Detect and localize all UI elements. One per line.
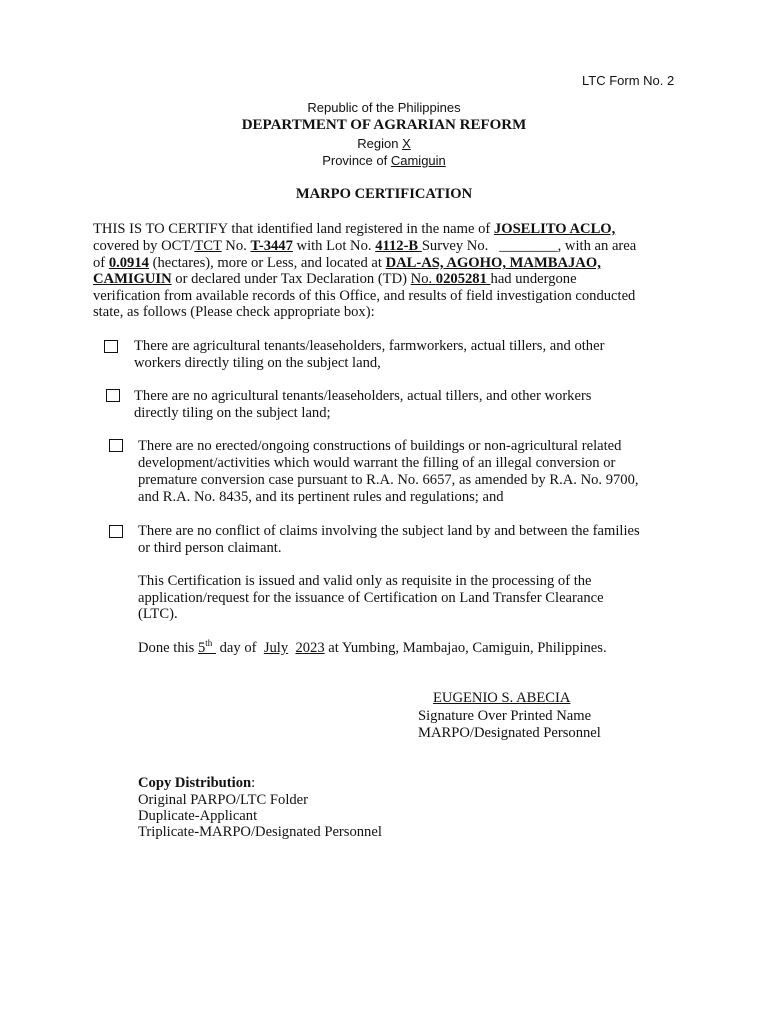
text: or third person claimant.: [138, 540, 282, 556]
text: and R.A. No. 8435, and its pertinent rules and regulations; and: [138, 489, 504, 505]
text: EUGENIO S. ABECIA: [433, 690, 571, 706]
province-label: Province of: [322, 153, 391, 168]
location: CAMIGUIN: [93, 271, 172, 287]
text: covered by OCT/: [93, 238, 195, 254]
text: There are no erected/ongoing constructions of buildings or non-agricultural related: [138, 438, 622, 454]
day-suffix: th: [205, 638, 213, 649]
text: There are no conflict of claims involving the subject land by and between the families: [138, 523, 640, 539]
year: 2023: [295, 640, 325, 656]
signature-caption: Signature Over Printed Name: [418, 708, 592, 724]
area-value: 0.0914: [108, 255, 149, 271]
text: Survey No.: [421, 238, 492, 254]
signatory-name: [433, 690, 570, 707]
text: (hectares), more or Less, and located at: [148, 255, 386, 271]
region-value: X: [402, 136, 411, 151]
text: workers directly tiling on the subject land,: [134, 355, 381, 371]
list-item: Original PARPO/LTC Folder: [138, 792, 309, 808]
document-title: MARPO CERTIFICATION: [295, 186, 473, 202]
list-item: Duplicate-Applicant: [138, 808, 258, 824]
region-line: [0, 135, 768, 152]
checkbox-no-constructions[interactable]: [109, 439, 123, 452]
month: July: [263, 640, 289, 656]
signatory-position: MARPO/Designated Personnel: [418, 725, 601, 741]
tct-number: T-3447: [250, 238, 293, 254]
text: No.: [410, 271, 436, 287]
text: development/activities which would warrant the filling of an illegal conversion or: [138, 455, 616, 471]
copy-distribution-title: Copy Distribution: [138, 775, 252, 791]
text: There are agricultural tenants/leaseholders, farmworkers, actual tillers, and other: [134, 338, 605, 354]
text: THIS IS TO CERTIFY that identified land registered in the name of: [93, 221, 494, 237]
department-heading: DEPARTMENT OF AGRARIAN REFORM: [241, 117, 527, 133]
survey-number: ________: [499, 238, 558, 254]
text: (LTC).: [138, 606, 178, 622]
list-item: Triplicate-MARPO/Designated Personnel: [138, 824, 382, 840]
text: , with an area: [557, 238, 637, 254]
text: verification from available records of this Office, and results of field investigation conducted: [93, 288, 636, 304]
text: There are no agricultural tenants/leaseholders, actual tillers, and other workers: [134, 388, 592, 404]
text: Done this: [138, 640, 198, 656]
checkbox-no-tenants[interactable]: [106, 389, 120, 402]
province-value: Camiguin: [390, 153, 446, 168]
text: with Lot No.: [292, 238, 376, 254]
text: application/request for the issuance of Certification on Land Transfer Clearance: [138, 590, 604, 606]
region-label: Region: [357, 136, 403, 151]
td-number: 0205281: [435, 271, 491, 287]
location: DAL-AS, AGOHO, MAMBAJAO,: [385, 255, 601, 271]
text: No.: [221, 238, 251, 254]
text: This Certification is issued and valid only as requisite in the processing of the: [138, 573, 592, 589]
text: TCT: [194, 238, 222, 254]
text: or declared under Tax Declaration (TD): [171, 271, 411, 287]
lot-number: 4112-B: [375, 238, 422, 254]
text: of: [93, 255, 109, 271]
republic-heading: Republic of the Philippines: [307, 100, 461, 115]
text: directly tiling on the subject land;: [134, 405, 331, 421]
done-line: [138, 640, 607, 657]
text: had undergone: [490, 271, 577, 287]
text: day of: [215, 640, 261, 656]
checkbox-no-conflict[interactable]: [109, 525, 123, 538]
text: premature conversion case pursuant to R.A. No. 6657, as amended by R.A. No. 9700,: [138, 472, 639, 488]
text: at Yumbing, Mambajao, Camiguin, Philippines.: [324, 640, 607, 656]
owner-name: JOSELITO ACLO,: [493, 221, 616, 237]
text: state, as follows (Please check appropriate box):: [93, 304, 375, 320]
day: 5: [198, 640, 206, 656]
province-line: [0, 152, 768, 169]
checkbox-tenants-present[interactable]: [104, 340, 118, 353]
form-number: LTC Form No. 2: [582, 73, 675, 88]
